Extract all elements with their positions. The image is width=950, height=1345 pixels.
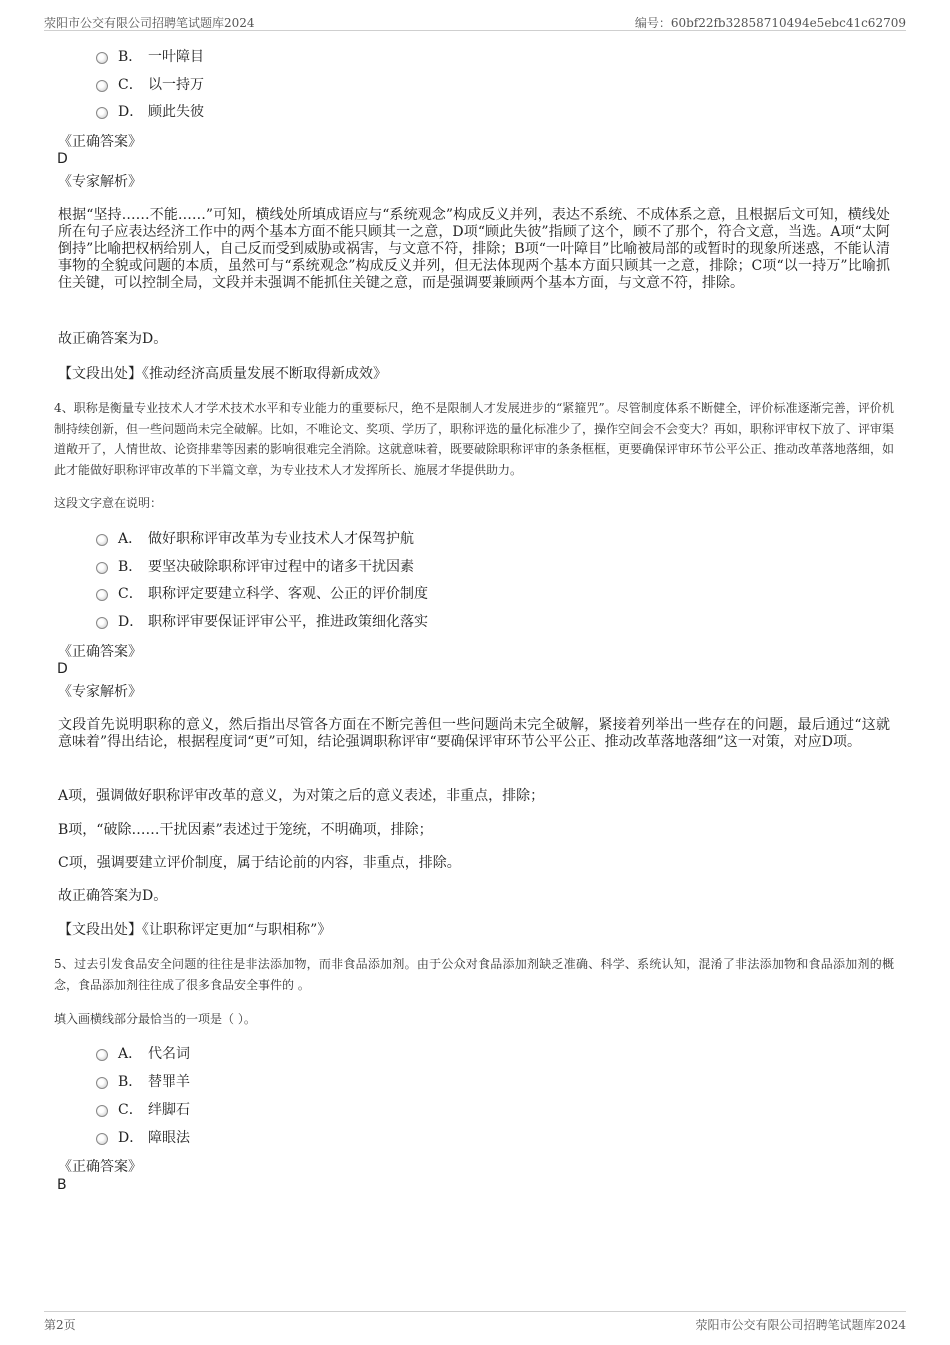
q3-conclusion: 故正确答案为D。 — [58, 331, 168, 347]
radio-icon[interactable] — [96, 1105, 108, 1117]
q5-prompt: 填入画横线部分最恰当的一项是（ ）。 — [54, 1012, 256, 1026]
option-text: 一叶障目 — [148, 49, 204, 65]
q3-analysis: 根据“坚持……不能……”可知，横线处所填成语应与“系统观念”构成反义并列，表达不系统、不成体系之意，且根据后文可知，横线处所在句子应表达经济工作中的两个基本方面不能只顾其一之意，D项“顾此失彼”指顾了这个，顾不了那个，符合文意，当选。A项“太阿倒持”比喻把权柄给别人，自己反而受到威胁或祸害，与文意不符，排除；B项“一叶障目”比喻被局部的或暂时的现象所迷惑，不能认清事物的全貌或问题的本质，虽然可与“系统观念”构成反义并列，但无法体现两个基本方面只顾其一之意，排除；C项“以一持万”比喻抓住关键，可以控制全局，文段并未强调不能抓住关键之意，而是强调要兼顾两个基本方面，与文意不符，排除。 — [58, 207, 890, 291]
q3-analysis-label: 《专家解析》 — [58, 174, 142, 190]
option-text: 要坚决破除职称评审过程中的诸多干扰因素 — [148, 559, 414, 575]
option-letter: D． — [118, 104, 144, 120]
option-text: 顾此失彼 — [148, 104, 204, 120]
option-text: 做好职称评审改革为专业技术人才保驾护航 — [148, 531, 414, 547]
q4-analysis: 文段首先说明职称的意义，然后指出尽管各方面在不断完善但一些问题尚未完全破解，紧接着列举出一些存在的问题，最后通过“这就意味着”得出结论，根据程度词“更”可知，结论强调职称评审“要确保评审环节公平公正、推动改革落地落细”这一对策，对应D项。 — [58, 717, 890, 750]
q4-answer: D — [57, 661, 68, 677]
q4-analysis-label: 《专家解析》 — [58, 684, 142, 700]
option-text: 职称评审要保证评审公平，推进政策细化落实 — [148, 614, 428, 630]
option-text: 障眼法 — [148, 1130, 190, 1146]
q4-prompt: 这段文字意在说明： — [54, 496, 163, 510]
radio-icon[interactable] — [96, 534, 108, 546]
q4-conclusion: 故正确答案为D。 — [58, 888, 168, 904]
option-text: 绊脚石 — [148, 1102, 190, 1118]
header-title: 荥阳市公交有限公司招聘笔试题库2024 — [44, 16, 255, 30]
option-text: 以一持万 — [148, 77, 204, 93]
q4-analysis-c: C项，强调要建立评价制度，属于结论前的内容，非重点，排除。 — [58, 855, 461, 871]
q4-answer-label: 《正确答案》 — [58, 644, 142, 660]
q5-answer-label: 《正确答案》 — [58, 1159, 142, 1175]
option-letter: C． — [118, 77, 143, 93]
radio-icon[interactable] — [96, 52, 108, 64]
radio-icon[interactable] — [96, 1133, 108, 1145]
q3-answer: D — [57, 151, 68, 167]
option-letter: A． — [118, 531, 143, 547]
option-letter: C． — [118, 586, 143, 602]
option-letter: A． — [118, 1046, 143, 1062]
option-text: 替罪羊 — [148, 1074, 190, 1090]
footer-title: 荥阳市公交有限公司招聘笔试题库2024 — [695, 1318, 906, 1332]
page-footer — [44, 1311, 906, 1336]
q5-answer: B — [57, 1177, 67, 1193]
radio-icon[interactable] — [96, 562, 108, 574]
option-letter: D． — [118, 1130, 144, 1146]
radio-icon[interactable] — [96, 107, 108, 119]
radio-icon[interactable] — [96, 589, 108, 601]
q4-analysis-a: A项，强调做好职称评审改革的意义，为对策之后的意义表述，非重点，排除； — [58, 788, 545, 804]
q4-source: 【文段出处】《让职称评定更加“与职相称”》 — [58, 922, 332, 938]
q4-stem: 4、职称是衡量专业技术人才学术技术水平和专业能力的重要标尺，绝不是限制人才发展进步的“紧箍咒”。尽管制度体系不断健全，评价标准逐渐完善，评价机制持续创新，但一些问题尚未完全破解。比如，不唯论文、奖项、学历了，职称评选的量化标准少了，操作空间会不会变大？再如，职称评审权下放了、评审渠道敞开了，人情世故、论资排辈等因素的影响很难完全消除。这就意味着，既要破除职称评审的条条框框，更要确保评审环节公平公正、推动改革落地落细，如此才能做好职称评审改革的下半篇文章，为专业技术人才发挥所长、施展才华提供助力。 — [54, 401, 895, 477]
radio-icon[interactable] — [96, 1077, 108, 1089]
page-header — [44, 10, 906, 31]
option-text: 代名词 — [148, 1046, 190, 1062]
radio-icon[interactable] — [96, 617, 108, 629]
header-code: 编号：60bf22fb32858710494e5ebc41c62709 — [634, 16, 906, 30]
option-letter: B． — [118, 49, 143, 65]
option-letter: C． — [118, 1102, 143, 1118]
q4-analysis-b: B项，“破除……干扰因素”表述过于笼统，不明确项，排除； — [58, 822, 433, 838]
q5-stem: 5、过去引发食品安全问题的往往是非法添加物，而非食品添加剂。由于公众对食品添加剂缺乏准确、科学、系统认知，混淆了非法添加物和食品添加剂的概念，食品添加剂往往成了很多食品安全事件的 。 — [54, 957, 894, 992]
radio-icon[interactable] — [96, 80, 108, 92]
option-letter: D． — [118, 614, 144, 630]
radio-icon[interactable] — [96, 1049, 108, 1061]
footer-page-number: 第2页 — [44, 1318, 76, 1332]
q3-answer-label: 《正确答案》 — [58, 134, 142, 150]
option-text: 职称评定要建立科学、客观、公正的评价制度 — [148, 586, 428, 602]
q3-source: 【文段出处】《推动经济高质量发展不断取得新成效》 — [58, 366, 387, 382]
option-letter: B． — [118, 559, 143, 575]
option-letter: B． — [118, 1074, 143, 1090]
